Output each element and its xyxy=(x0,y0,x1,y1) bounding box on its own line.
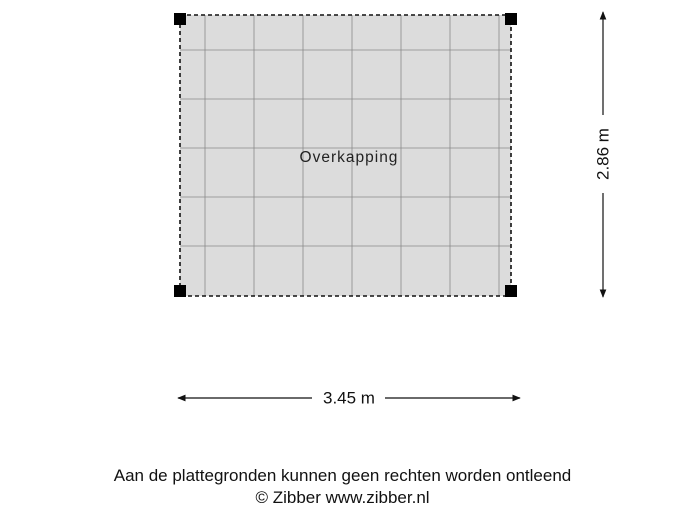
height-dimension xyxy=(594,12,613,297)
post-marker-bottom-right xyxy=(505,285,517,297)
post-marker-top-right xyxy=(505,13,517,25)
copyright-text: © Zibber www.zibber.nl xyxy=(255,488,430,507)
disclaimer-text: Aan de plattegronden kunnen geen rechten worden ontleend xyxy=(113,466,572,485)
post-marker-top-left xyxy=(174,13,186,25)
room-overkapping xyxy=(174,13,517,297)
width-label: 3.45 m xyxy=(323,388,375,408)
width-dimension xyxy=(178,389,520,408)
height-label: 2.86 m xyxy=(593,128,613,180)
post-marker-bottom-left xyxy=(174,285,186,297)
room-label: Overkapping xyxy=(299,149,399,166)
